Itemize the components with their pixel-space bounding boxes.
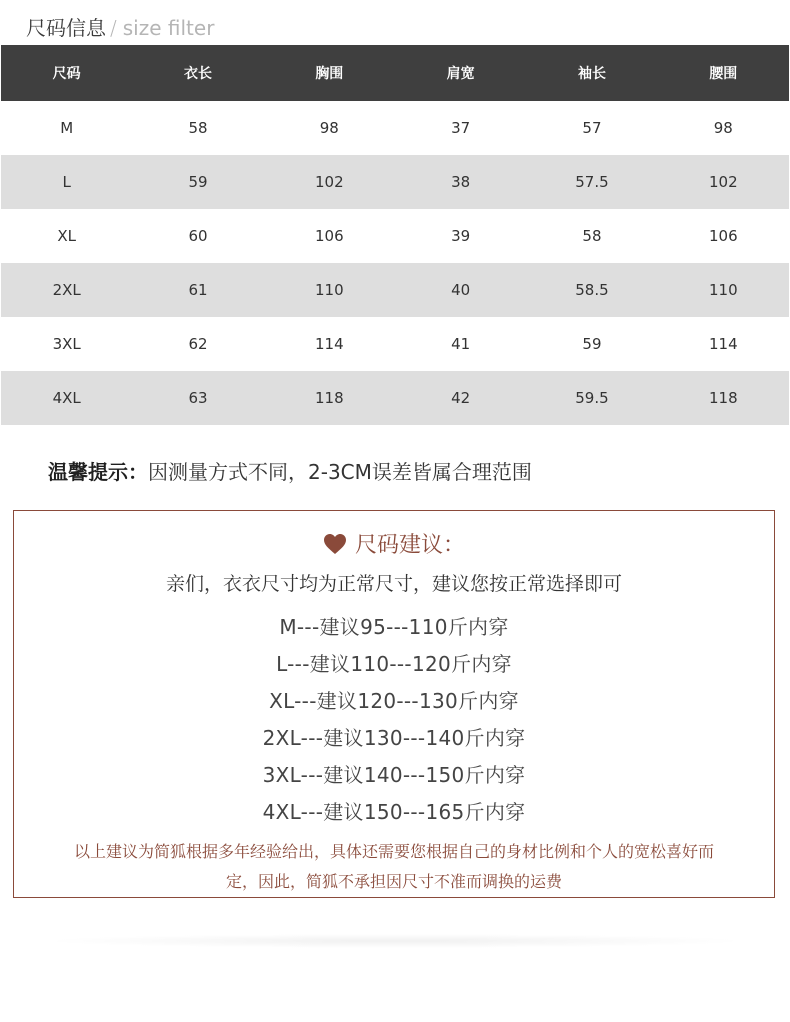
table-cell: 38 (395, 155, 526, 209)
column-header: 胸围 (264, 45, 395, 101)
divider-shadow (40, 934, 750, 948)
table-row (1, 317, 789, 371)
table-header-row (1, 45, 789, 101)
table-row (1, 371, 789, 425)
size-advice-box (13, 510, 775, 898)
table-cell: M (1, 101, 132, 155)
advice-intro: 亲们，衣衣尺寸均为正常尺寸，建议您按正常选择即可 (165, 573, 622, 595)
table-cell: 110 (658, 263, 789, 317)
table-cell: 106 (264, 209, 395, 263)
advice-line: 2XL---建议130---140斤内穿 (262, 726, 526, 750)
table-cell: 58.5 (526, 263, 657, 317)
table-cell: 114 (264, 317, 395, 371)
advice-line: L---建议110---120斤内穿 (276, 652, 512, 676)
table-cell: 98 (264, 101, 395, 155)
table-cell: 102 (658, 155, 789, 209)
advice-list (14, 609, 774, 831)
table-cell: 58 (132, 101, 263, 155)
measurement-tip (48, 456, 532, 485)
table-row (1, 155, 789, 209)
section-title-cn: 尺码信息 (26, 16, 106, 40)
advice-line: XL---建议120---130斤内穿 (269, 689, 519, 713)
column-header: 衣长 (132, 45, 263, 101)
table-cell: 4XL (1, 371, 132, 425)
table-cell: 114 (658, 317, 789, 371)
advice-line: 3XL---建议140---150斤内穿 (262, 763, 526, 787)
table-cell: 118 (264, 371, 395, 425)
table-cell: 3XL (1, 317, 132, 371)
table-cell: 42 (395, 371, 526, 425)
table-cell: 2XL (1, 263, 132, 317)
section-title-en: size filter (122, 16, 215, 40)
table-row (1, 101, 789, 155)
table-cell: 57.5 (526, 155, 657, 209)
table-cell: 102 (264, 155, 395, 209)
table-cell: 59.5 (526, 371, 657, 425)
table-cell: L (1, 155, 132, 209)
size-table (1, 45, 789, 425)
table-cell: XL (1, 209, 132, 263)
table-cell: 62 (132, 317, 263, 371)
table-cell: 59 (132, 155, 263, 209)
table-cell: 63 (132, 371, 263, 425)
advice-title: 尺码建议： (354, 533, 465, 558)
table-row (1, 209, 789, 263)
table-cell: 57 (526, 101, 657, 155)
table-row (1, 263, 789, 317)
tip-text: 因测量方式不同，2-3CM误差皆属合理范围 (148, 460, 532, 484)
table-cell: 61 (132, 263, 263, 317)
table-cell: 37 (395, 101, 526, 155)
title-separator: / (110, 16, 117, 40)
column-header: 袖长 (526, 45, 657, 101)
table-cell: 41 (395, 317, 526, 371)
section-header (26, 12, 214, 41)
table-cell: 60 (132, 209, 263, 263)
advice-heading (14, 531, 774, 561)
table-cell: 59 (526, 317, 657, 371)
advice-line: M---建议95---110斤内穿 (279, 615, 509, 639)
table-cell: 98 (658, 101, 789, 155)
heart-icon (323, 533, 347, 555)
table-cell: 40 (395, 263, 526, 317)
column-header: 肩宽 (395, 45, 526, 101)
column-header: 腰围 (658, 45, 789, 101)
advice-disclaimer: 以上建议为简狐根据多年经验给出，具体还需要您根据自己的身材比例和个人的宽松喜好而定，因此，简狐不承担因尺寸不准而调换的运费 (73, 842, 714, 891)
table-cell: 118 (658, 371, 789, 425)
table-cell: 58 (526, 209, 657, 263)
table-cell: 39 (395, 209, 526, 263)
table-cell: 106 (658, 209, 789, 263)
tip-label: 温馨提示： (48, 460, 148, 484)
advice-line: 4XL---建议150---165斤内穿 (262, 800, 526, 824)
table-cell: 110 (264, 263, 395, 317)
column-header: 尺码 (1, 45, 132, 101)
